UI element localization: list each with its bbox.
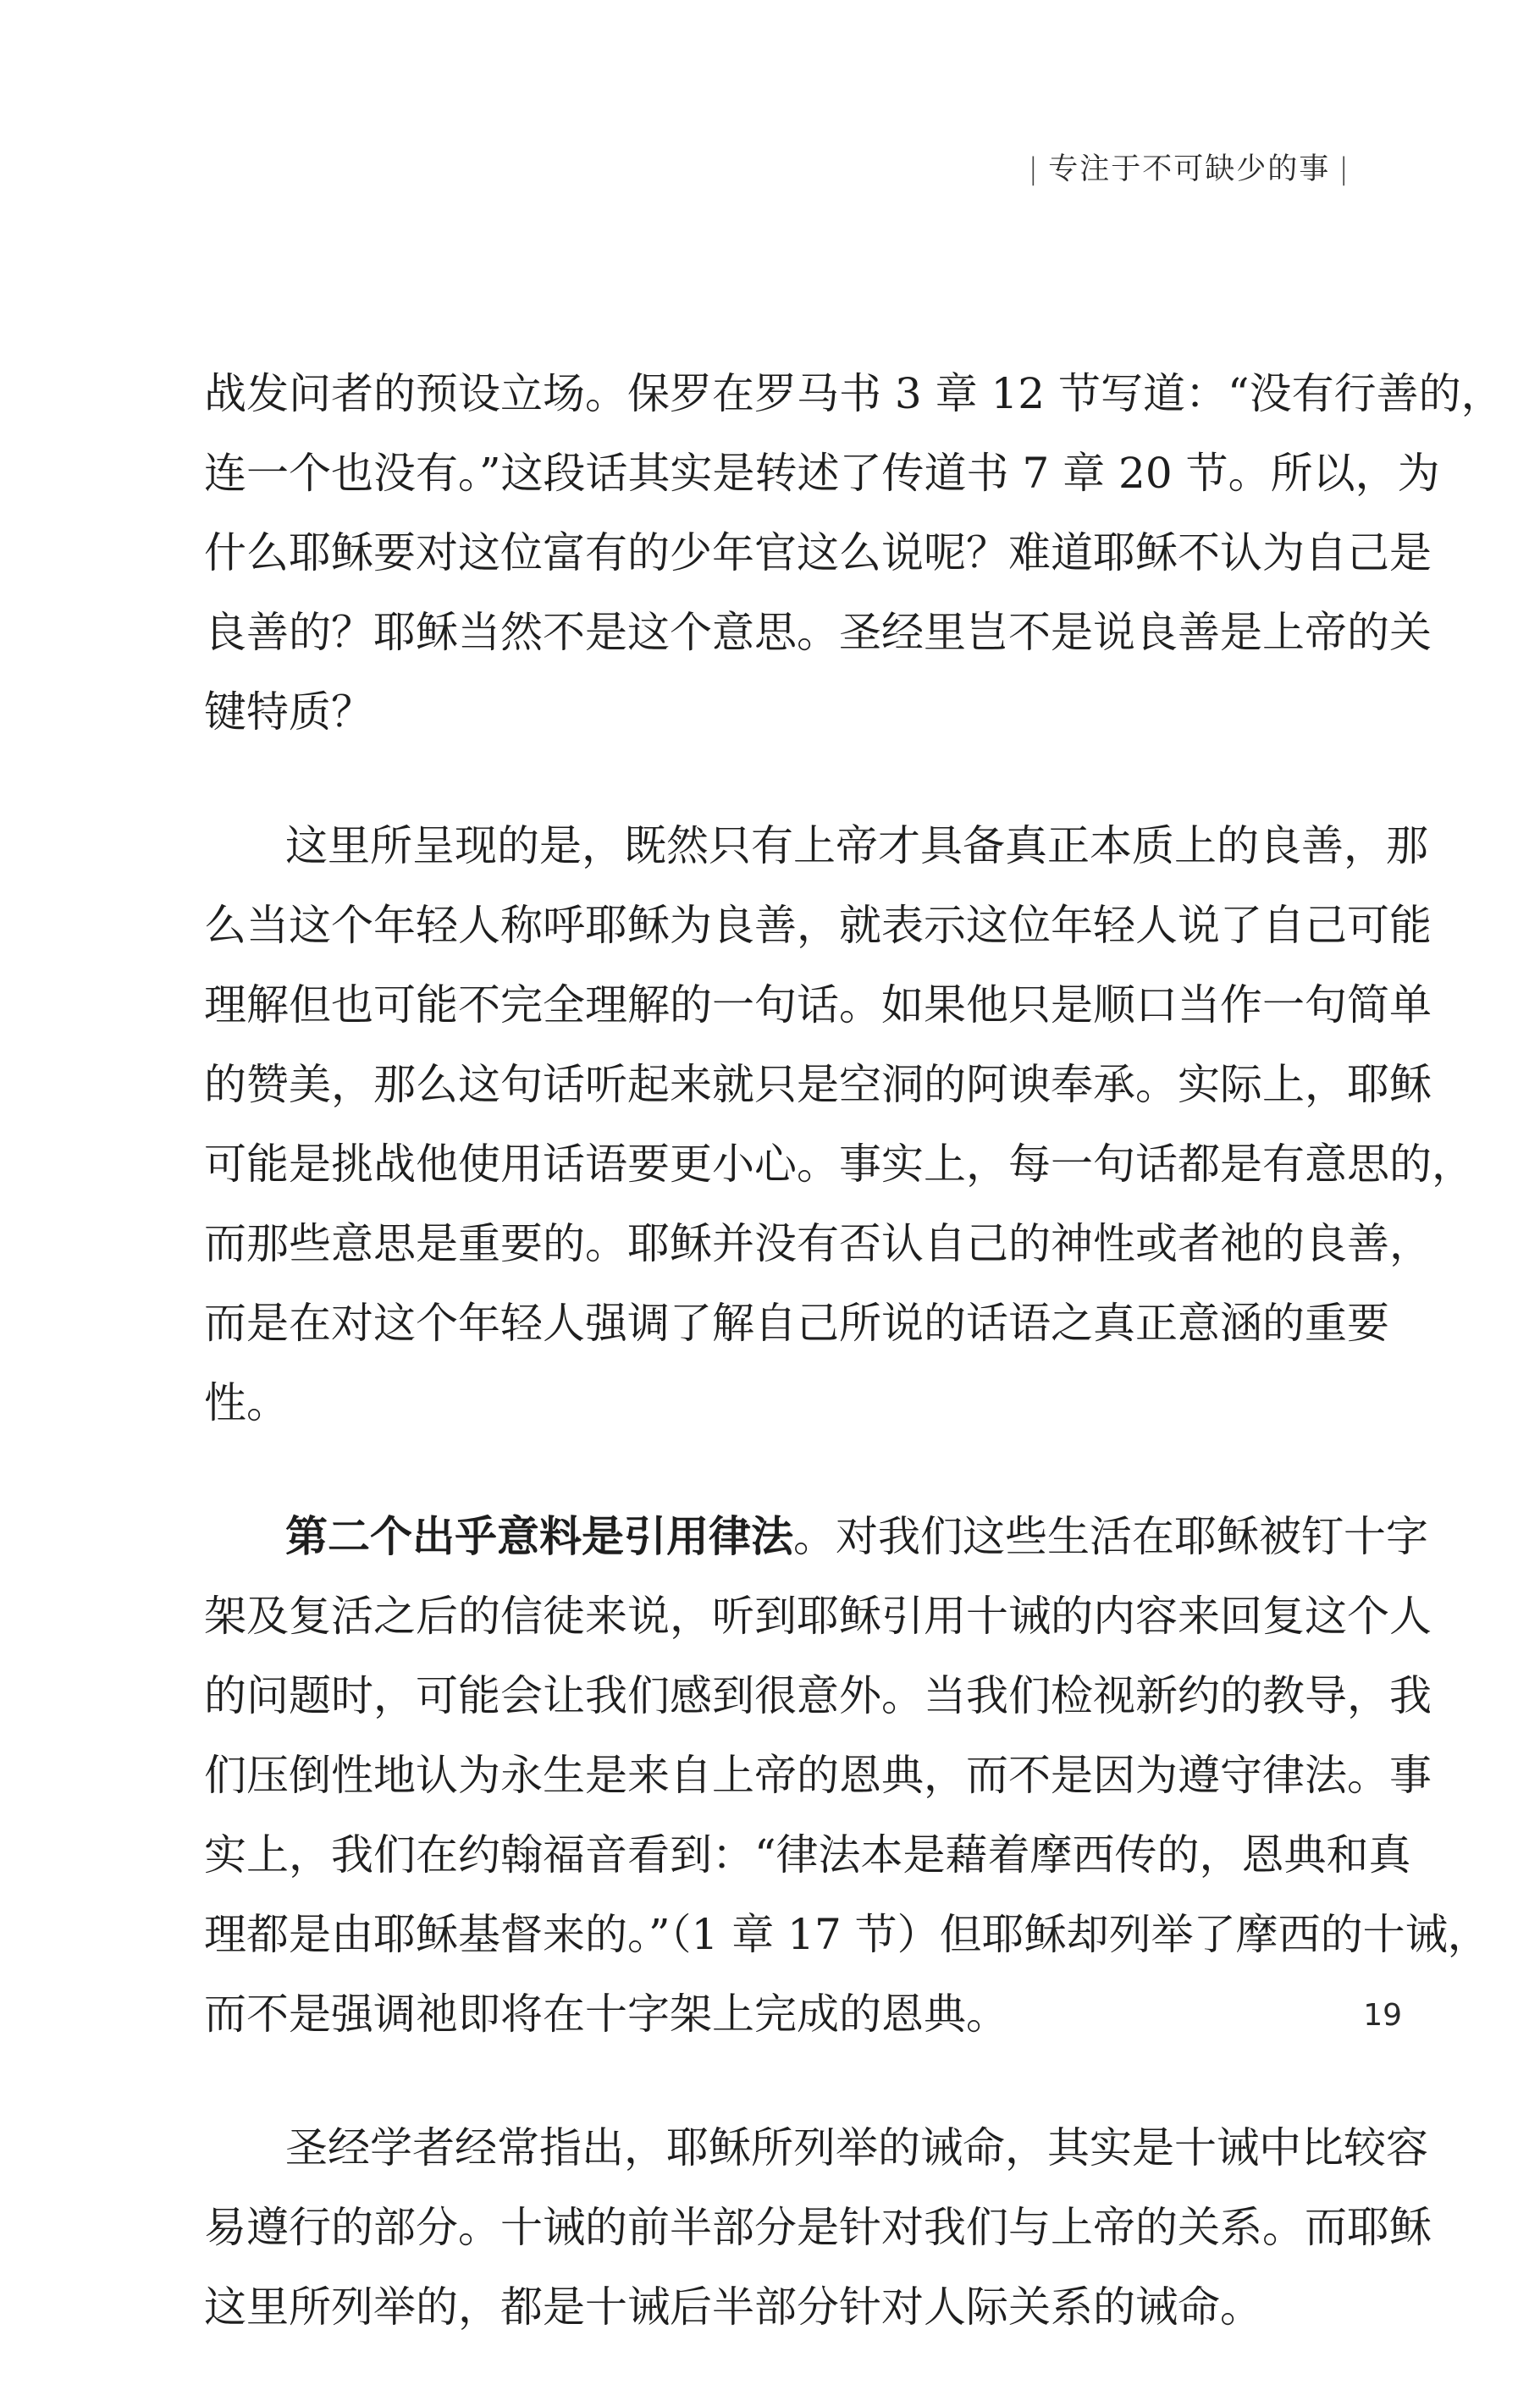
text-line: 这里所呈现的是，既然只有上帝才具备真正本质上的良善，那 xyxy=(285,821,1428,870)
text-line: 们压倒性地认为永生是来自上帝的恩典，而不是因为遵守律法。事 xyxy=(204,1751,1432,1800)
text-line: 而不是强调祂即将在十字架上完成的恩典。 xyxy=(204,1990,1008,2039)
paragraph-2 xyxy=(204,806,1474,1443)
text-line: 战发问者的预设立场。保罗在罗马书 3 章 12 节写道：“没有行善的， xyxy=(204,369,1504,418)
text-line: 这里所列举的，都是十诫后半部分针对人际关系的诫命。 xyxy=(204,2282,1262,2332)
text-line: 键特质？ xyxy=(204,687,373,737)
text-line: 可能是挑战他使用话语要更小心。事实上，每一句话都是有意思的， xyxy=(204,1140,1474,1189)
text-line: 架及复活之后的信徒来说，听到耶稣引用十诫的内容来回复这个人 xyxy=(204,1592,1432,1641)
text-line: 圣经学者经常指出，耶稣所列举的诫命，其实是十诫中比较容 xyxy=(285,2123,1428,2172)
header-right-bar: | xyxy=(1339,152,1350,186)
text-line: 理都是由耶稣基督来的。”（1 章 17 节）但耶稣却列举了摩西的十诫， xyxy=(204,1910,1490,1959)
text-line: 性。 xyxy=(204,1378,289,1427)
text-line: 的赞美，那么这句话听起来就只是空洞的阿谀奉承。实际上，耶稣 xyxy=(204,1060,1432,1109)
text-line: 易遵行的部分。十诫的前半部分是针对我们与上帝的关系。而耶稣 xyxy=(204,2203,1432,2252)
header-left-bar: | xyxy=(1028,152,1040,186)
text-line: 良善的？耶稣当然不是这个意思。圣经里岂不是说良善是上帝的关 xyxy=(204,608,1432,657)
bold-lead-phrase: 第二个出乎意料是引用律法 xyxy=(285,1511,793,1561)
paragraph-4 xyxy=(204,2108,1432,2347)
text-line: 么当这个年轻人称呼耶稣为良善，就表示这位年轻人说了自己可能 xyxy=(204,901,1432,950)
text-line: 实上，我们在约翰福音看到：“律法本是藉着摩西传的，恩典和真 xyxy=(204,1830,1411,1879)
text-line: 而是在对这个年轻人强调了解自己所说的话语之真正意涵的重要 xyxy=(204,1299,1389,1348)
page-number: 19 xyxy=(1363,1998,1402,2033)
text-line: 连一个也没有。”这段话其实是转述了传道书 7 章 20 节。所以，为 xyxy=(204,449,1440,498)
paragraph-1 xyxy=(204,354,1504,752)
text-line-lead xyxy=(204,1497,1428,1576)
lead-rest: 。对我们这些生活在耶稣被钉十字 xyxy=(793,1512,1428,1561)
text-line: 什么耶稣要对这位富有的少年官这么说呢？难道耶稣不认为自己是 xyxy=(204,528,1432,577)
text-line: 理解但也可能不完全理解的一句话。如果他只是顺口当作一句简单 xyxy=(204,980,1432,1029)
text-line: 而那些意思是重要的。耶稣并没有否认自己的神性或者祂的良善， xyxy=(204,1219,1432,1268)
text-line: 的问题时，可能会让我们感到很意外。当我们检视新约的教导，我 xyxy=(204,1671,1432,1720)
running-title: 专注于不可缺少的事 xyxy=(1048,152,1331,186)
running-header xyxy=(1019,146,1359,188)
